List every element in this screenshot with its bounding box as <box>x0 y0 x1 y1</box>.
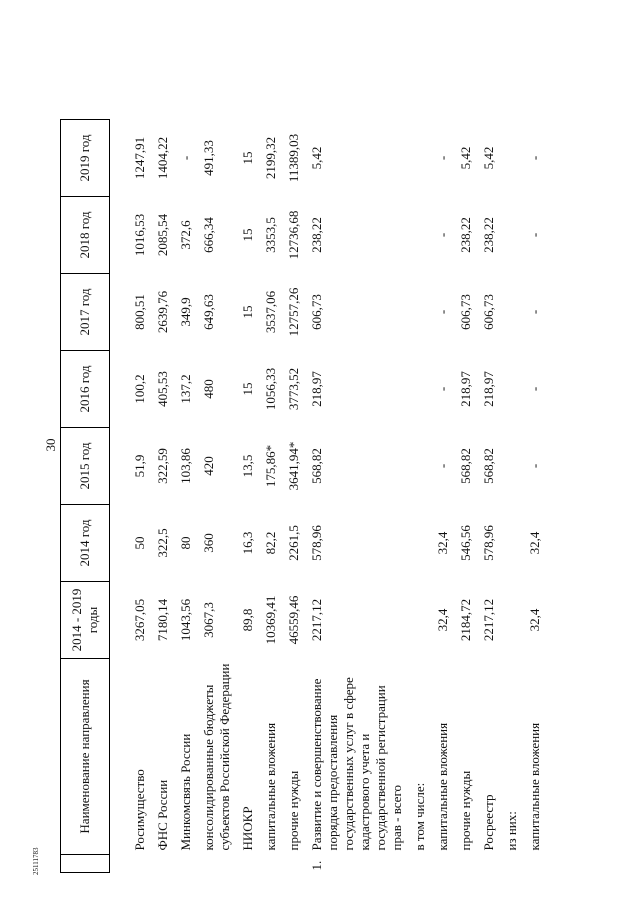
row-name: прочие нужды <box>286 770 301 851</box>
row-value: 2085,54 <box>155 213 170 257</box>
row-value: 3353,5 <box>263 217 278 253</box>
row-value: - <box>435 232 450 238</box>
row-value: 480 <box>201 379 216 399</box>
row-value: 3267,05 <box>132 598 147 642</box>
row-number <box>194 855 233 873</box>
row-name: НИОКР <box>240 806 255 851</box>
row-value: 5,42 <box>309 146 324 170</box>
table-row <box>233 120 256 873</box>
row-value: 15 <box>240 305 255 319</box>
row-value: 405,53 <box>155 371 170 407</box>
row-value: - <box>527 155 542 161</box>
row-value: 2217,12 <box>309 598 324 642</box>
row-value <box>405 428 428 505</box>
row-value: 137,2 <box>178 374 193 404</box>
row-value: 2199,32 <box>263 136 278 180</box>
funding-table <box>60 119 543 873</box>
row-number <box>405 855 428 873</box>
row-value: - <box>435 309 450 315</box>
row-value: 46559,46 <box>286 595 301 645</box>
row-value: - <box>527 386 542 392</box>
row-value <box>405 274 428 351</box>
row-value: 666,34 <box>201 217 216 253</box>
row-name: капитальные вложения <box>527 722 542 851</box>
row-value <box>497 351 520 428</box>
row-value: - <box>435 386 450 392</box>
row-value: 5,42 <box>458 146 473 170</box>
table-body <box>110 120 544 873</box>
row-value: 360 <box>201 533 216 553</box>
table-row <box>279 120 302 873</box>
row-value: 16,3 <box>240 531 255 555</box>
row-value: 32,4 <box>527 608 542 632</box>
row-value: 2184,72 <box>458 598 473 642</box>
row-number <box>148 855 171 873</box>
row-number <box>233 855 256 873</box>
row-value: 3641,94* <box>286 441 301 491</box>
row-value: 238,22 <box>309 217 324 253</box>
row-value: 7180,14 <box>155 598 170 642</box>
row-value: - <box>435 155 450 161</box>
row-value: 82,2 <box>263 531 278 555</box>
row-name: из них: <box>504 811 519 851</box>
rotated-table-container <box>60 43 620 873</box>
row-number <box>428 855 451 873</box>
row-value: 322,5 <box>155 528 170 558</box>
table-row <box>110 120 149 873</box>
table-row <box>428 120 451 873</box>
row-value: 15 <box>240 382 255 396</box>
header-2015: 2015 год <box>61 428 110 505</box>
header-2018: 2018 год <box>61 197 110 274</box>
row-value: 11389,03 <box>286 133 301 183</box>
row-value: 238,22 <box>458 217 473 253</box>
row-number <box>497 855 520 873</box>
row-value: 578,96 <box>309 525 324 561</box>
row-value: 1404,22 <box>155 136 170 180</box>
row-name: консолидированные бюджеты субъектов Российской Федерации <box>201 663 232 851</box>
row-value: 32,4 <box>435 531 450 555</box>
row-number <box>171 855 194 873</box>
table-row <box>497 120 520 873</box>
row-value: 372,6 <box>178 220 193 250</box>
table-header-row <box>61 120 110 873</box>
row-value: - <box>527 463 542 469</box>
document-id: 25111783 <box>32 847 40 875</box>
row-value: 13,5 <box>240 454 255 478</box>
row-value: - <box>527 309 542 315</box>
row-value <box>497 428 520 505</box>
row-value <box>497 505 520 582</box>
table-row <box>302 120 405 873</box>
row-value: 218,97 <box>309 371 324 407</box>
row-value: 2261,5 <box>286 525 301 561</box>
row-value: 1247,91 <box>132 136 147 180</box>
row-value: 103,86 <box>178 448 193 484</box>
row-value: 218,97 <box>458 371 473 407</box>
table-row <box>520 120 543 873</box>
row-number: 1. <box>309 860 324 871</box>
row-value: 5,42 <box>481 146 496 170</box>
row-number <box>110 855 149 873</box>
table-row <box>148 120 171 873</box>
row-value: 491,33 <box>201 140 216 176</box>
row-value: 800,51 <box>132 294 147 330</box>
row-value: - <box>435 463 450 469</box>
row-value: 568,82 <box>309 448 324 484</box>
row-number <box>520 855 543 873</box>
row-value: 2639,76 <box>155 290 170 334</box>
row-name: Росреестр <box>481 794 496 851</box>
row-value: 3773,52 <box>286 367 301 411</box>
row-name: Развитие и совершенствование порядка предоставления государственных услуг в сфере кадастрового учета и государственной регистрации прав - всего <box>309 677 404 851</box>
row-name: прочие нужды <box>458 770 473 851</box>
table-row <box>405 120 428 873</box>
row-value <box>497 274 520 351</box>
row-value <box>405 582 428 659</box>
row-value <box>405 351 428 428</box>
row-value: 1056,33 <box>263 367 278 411</box>
row-value: 420 <box>201 456 216 476</box>
row-value: 15 <box>240 151 255 165</box>
row-value: 1043,56 <box>178 598 193 642</box>
row-value: - <box>527 232 542 238</box>
row-value <box>405 197 428 274</box>
row-value: 32,4 <box>435 608 450 632</box>
header-2019: 2019 год <box>61 120 110 197</box>
row-value <box>497 120 520 197</box>
table-row <box>474 120 497 873</box>
row-value: 51,9 <box>132 454 147 478</box>
row-name: Минкомсвязь России <box>178 733 193 851</box>
table-row <box>171 120 194 873</box>
row-number <box>279 855 302 873</box>
header-name: Наименование направления <box>61 659 110 855</box>
page-number: 30 <box>43 438 58 452</box>
row-value: 3067,3 <box>201 602 216 638</box>
row-value: 175,86* <box>263 444 278 488</box>
row-value <box>405 120 428 197</box>
row-value: 32,4 <box>527 531 542 555</box>
row-value: - <box>178 155 193 161</box>
row-value: 349,9 <box>178 297 193 327</box>
row-name: в том числе: <box>412 782 427 851</box>
row-value: 649,63 <box>201 294 216 330</box>
table-row <box>256 120 279 873</box>
row-value: 12757,26 <box>286 287 301 337</box>
row-value: 606,73 <box>309 294 324 330</box>
row-name: капитальные вложения <box>435 722 450 851</box>
row-value: 238,22 <box>481 217 496 253</box>
header-2017: 2017 год <box>61 274 110 351</box>
row-value: 15 <box>240 228 255 242</box>
row-value: 3537,06 <box>263 290 278 334</box>
header-total: 2014 - 2019 годы <box>61 582 110 659</box>
row-value: 50 <box>132 536 147 550</box>
row-value <box>405 505 428 582</box>
header-2014: 2014 год <box>61 505 110 582</box>
row-value: 80 <box>178 536 193 550</box>
row-value: 606,73 <box>458 294 473 330</box>
row-value: 12736,68 <box>286 210 301 260</box>
row-value <box>497 582 520 659</box>
table-row <box>451 120 474 873</box>
row-value: 568,82 <box>481 448 496 484</box>
row-value: 10369,41 <box>263 595 278 645</box>
row-name: Росимущество <box>132 769 147 851</box>
row-value <box>497 197 520 274</box>
row-value: 218,97 <box>481 371 496 407</box>
header-num <box>61 855 110 873</box>
table-row <box>194 120 233 873</box>
header-2016: 2016 год <box>61 351 110 428</box>
row-number <box>451 855 474 873</box>
row-value: 1016,53 <box>132 213 147 257</box>
row-value: 578,96 <box>481 525 496 561</box>
row-number <box>256 855 279 873</box>
row-value: 568,82 <box>458 448 473 484</box>
row-value: 2217,12 <box>481 598 496 642</box>
row-value: 89,8 <box>240 608 255 632</box>
row-name: ФНС России <box>155 779 170 851</box>
row-value: 322,59 <box>155 448 170 484</box>
row-value: 606,73 <box>481 294 496 330</box>
row-value: 546,56 <box>458 525 473 561</box>
row-value: 100,2 <box>132 374 147 404</box>
row-number <box>474 855 497 873</box>
row-name: капитальные вложения <box>263 722 278 851</box>
